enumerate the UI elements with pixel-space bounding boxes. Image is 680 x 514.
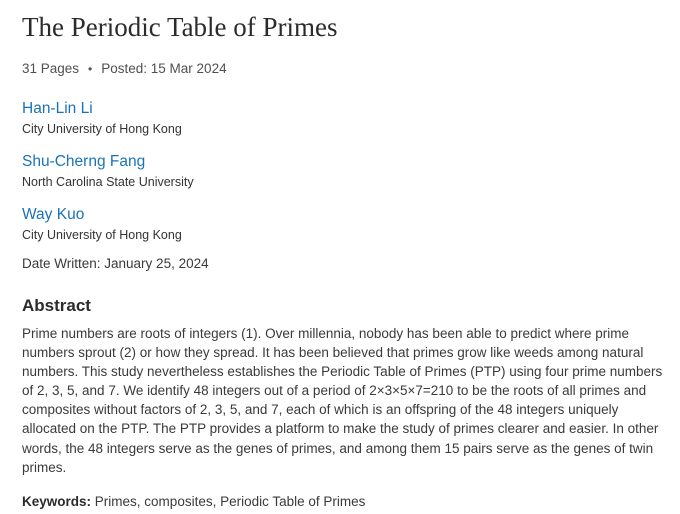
author-link[interactable]: Han-Lin Li [22, 100, 93, 117]
author-affiliation: City University of Hong Kong [22, 228, 182, 242]
keywords-value: Primes, composites, Periodic Table of Primes [94, 494, 366, 509]
posted-date: Posted: 15 Mar 2024 [101, 61, 227, 76]
author-block [22, 206, 182, 242]
abstract-text: Prime numbers are roots of integers (1). Over millennia, nobody has been able to predict where prime numbers sprout (2) or how they spread. It has been believed that primes grow like weeds among natural numbers. This study nevertheless establishes the Periodic Table of Primes (PTP) using four prime numbers of 2, 3, 5, and 7. We identify 48 integers out of a period of 2×3×5×7=210 to be the roots of all primes and composites without factors of 2, 3, 5, and 7, each of which is an offspring of the 48 integers uniquely allocated on the PTP. The PTP provides a platform to make the study of primes clearer and easier. In other words, the 48 integers serve as the genes of primes, and among them 15 pairs serve as the genes of twin primes. [22, 326, 663, 475]
author-affiliation: City University of Hong Kong [22, 122, 182, 136]
page-count: 31 Pages [22, 61, 80, 76]
keywords-label: Keywords: [22, 494, 92, 509]
author-link[interactable]: Way Kuo [22, 206, 85, 223]
author-affiliation: North Carolina State University [22, 175, 194, 189]
author-block [22, 153, 194, 189]
abstract-heading: Abstract [22, 296, 91, 315]
paper-meta [22, 61, 227, 76]
keywords [22, 494, 365, 509]
separator-dot: • [88, 62, 93, 76]
page-title: The Periodic Table of Primes [22, 12, 338, 42]
author-link[interactable]: Shu-Cherng Fang [22, 153, 146, 170]
author-block [22, 100, 182, 136]
date-written: Date Written: January 25, 2024 [22, 256, 209, 271]
